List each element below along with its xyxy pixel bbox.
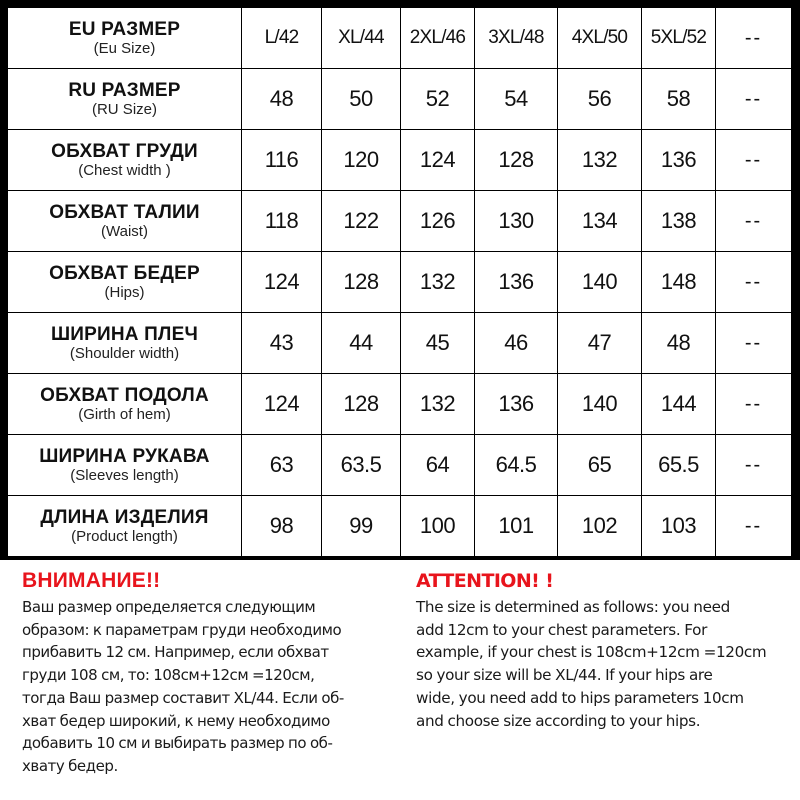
row-label-cell (8, 252, 242, 313)
value-cell: 54 (475, 69, 558, 130)
value-cell: 100 (401, 496, 475, 557)
value-cell: 132 (558, 130, 642, 191)
value-cell: 148 (642, 252, 716, 313)
value-cell: L/42 (242, 8, 322, 69)
value-cell: 4XL/50 (558, 8, 642, 69)
value-cell: 116 (242, 130, 322, 191)
row-label-ru: ДЛИНА ИЗДЕЛИЯ (40, 507, 209, 528)
value-cell: 140 (558, 252, 642, 313)
table-row (8, 191, 792, 252)
empty-cell-dash: -- (716, 130, 792, 191)
table-row (8, 252, 792, 313)
value-cell: 64.5 (475, 435, 558, 496)
value-cell: 43 (242, 313, 322, 374)
value-cell: 48 (642, 313, 716, 374)
size-chart-table (7, 7, 792, 557)
table-row (8, 8, 792, 69)
note-line: The size is determined as follows: you need (416, 598, 730, 616)
value-cell: 118 (242, 191, 322, 252)
value-cell: 136 (642, 130, 716, 191)
row-label-cell (8, 435, 242, 496)
row-label-cell (8, 8, 242, 69)
row-label-en: (Eu Size) (93, 40, 156, 57)
row-label-en: (RU Size) (91, 101, 157, 118)
row-label-ru: ШИРИНА РУКАВА (39, 446, 210, 467)
empty-cell-dash: -- (716, 8, 792, 69)
value-cell: 101 (475, 496, 558, 557)
empty-cell-dash: -- (716, 496, 792, 557)
value-cell: 124 (242, 374, 322, 435)
table-row (8, 374, 792, 435)
value-cell: 56 (558, 69, 642, 130)
value-cell: 46 (475, 313, 558, 374)
value-cell: 132 (401, 374, 475, 435)
value-cell: 5XL/52 (642, 8, 716, 69)
note-line: груди 108 см, то: 108см+12см =120см, (22, 666, 315, 685)
row-label-en: (Chest width ) (78, 162, 171, 179)
row-label-cell (8, 374, 242, 435)
note-line: тогда Ваш размер составит XL/44. Если об- (22, 688, 344, 707)
row-label-en: (Girth of hem) (78, 406, 171, 423)
empty-cell-dash: -- (716, 435, 792, 496)
attention-note-english (416, 568, 800, 732)
row-label-cell (8, 496, 242, 557)
attention-body-ru (22, 596, 407, 778)
table-row (8, 69, 792, 130)
row-label-ru: ОБХВАТ ТАЛИИ (49, 202, 200, 223)
table-row (8, 130, 792, 191)
value-cell: 144 (642, 374, 716, 435)
value-cell: 124 (401, 130, 475, 191)
value-cell: 63.5 (322, 435, 401, 496)
note-line: wide, you need add to hips parameters 10cm (416, 688, 744, 707)
attention-title-en: ATTENTION! ! (416, 570, 554, 592)
value-cell: 134 (558, 191, 642, 252)
value-cell: 64 (401, 435, 475, 496)
value-cell: XL/44 (322, 8, 401, 69)
table-row (8, 313, 792, 374)
note-line: add 12cm to your chest parameters. For (416, 620, 707, 639)
note-line: хват бедер широкий, к нему необходимо (22, 711, 330, 730)
value-cell: 2XL/46 (401, 8, 475, 69)
value-cell: 98 (242, 496, 322, 557)
value-cell: 140 (558, 374, 642, 435)
note-line: прибавить 12 см. Например, если обхват (22, 643, 329, 662)
empty-cell-dash: -- (716, 374, 792, 435)
value-cell: 52 (401, 69, 475, 130)
empty-cell-dash: -- (716, 252, 792, 313)
row-label-en: (Sleeves length) (70, 467, 179, 484)
value-cell: 45 (401, 313, 475, 374)
note-line: example, if your chest is 108cm+12cm =120cm (416, 643, 767, 662)
value-cell: 130 (475, 191, 558, 252)
value-cell: 44 (322, 313, 401, 374)
table-row (8, 496, 792, 557)
row-label-ru: RU РАЗМЕР (68, 80, 181, 101)
row-label-ru: ОБХВАТ БЕДЕР (49, 263, 200, 284)
value-cell: 103 (642, 496, 716, 557)
row-label-cell (8, 69, 242, 130)
value-cell: 102 (558, 496, 642, 557)
row-label-ru: EU РАЗМЕР (68, 19, 181, 40)
value-cell: 47 (558, 313, 642, 374)
value-cell: 99 (322, 496, 401, 557)
row-label-en: (Hips) (104, 284, 145, 301)
attention-note-russian (22, 568, 407, 778)
value-cell: 65.5 (642, 435, 716, 496)
empty-cell-dash: -- (716, 313, 792, 374)
row-label-ru: ШИРИНА ПЛЕЧ (50, 324, 198, 345)
value-cell: 48 (242, 69, 322, 130)
value-cell: 136 (475, 252, 558, 313)
value-cell: 3XL/48 (475, 8, 558, 69)
value-cell: 122 (322, 191, 401, 252)
attention-title-ru: ВНИМАНИЕ!! (22, 569, 161, 592)
value-cell: 128 (322, 374, 401, 435)
value-cell: 126 (401, 191, 475, 252)
row-label-en: (Product length) (71, 528, 178, 545)
attention-body-en (416, 596, 800, 732)
row-label-ru: ОБХВАТ ПОДОЛА (40, 385, 209, 406)
row-label-cell (8, 191, 242, 252)
value-cell: 63 (242, 435, 322, 496)
value-cell: 58 (642, 69, 716, 130)
empty-cell-dash: -- (716, 191, 792, 252)
empty-cell-dash: -- (716, 69, 792, 130)
value-cell: 138 (642, 191, 716, 252)
note-line: Ваш размер определяется следующим (22, 598, 316, 616)
note-line: хвату бедер. (22, 756, 118, 775)
row-label-ru: ОБХВАТ ГРУДИ (51, 141, 198, 162)
note-line: образом: к параметрам груди необходимо (22, 620, 342, 639)
row-label-en: (Waist) (101, 223, 148, 240)
value-cell: 132 (401, 252, 475, 313)
row-label-cell (8, 130, 242, 191)
value-cell: 50 (322, 69, 401, 130)
value-cell: 128 (322, 252, 401, 313)
value-cell: 128 (475, 130, 558, 191)
row-label-cell (8, 313, 242, 374)
table-row (8, 435, 792, 496)
note-line: so your size will be XL/44. If your hips are (416, 666, 713, 685)
value-cell: 136 (475, 374, 558, 435)
note-line: and choose size according to your hips. (416, 711, 701, 730)
value-cell: 65 (558, 435, 642, 496)
value-cell: 120 (322, 130, 401, 191)
row-label-en: (Shoulder width) (69, 345, 180, 362)
value-cell: 124 (242, 252, 322, 313)
note-line: добавить 10 см и выбирать размер по об- (22, 734, 333, 753)
